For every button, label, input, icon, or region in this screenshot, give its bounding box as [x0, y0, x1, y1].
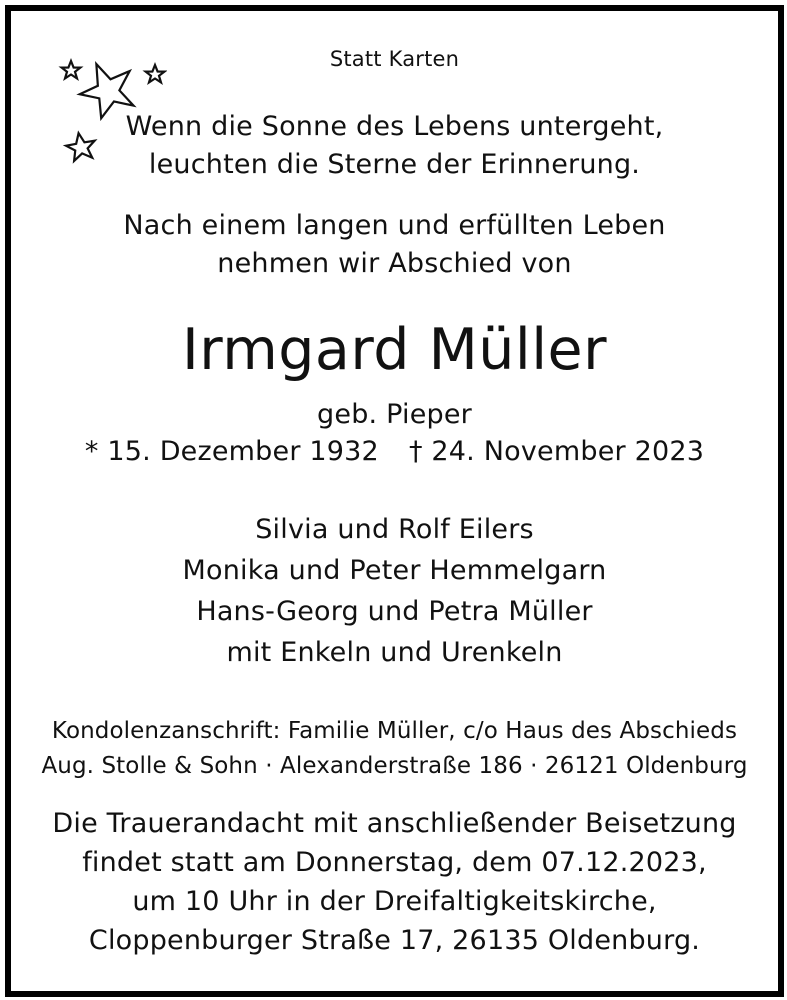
poem-line: leuchten die Sterne der Erinnerung.: [148, 149, 641, 180]
statt-karten-label: Statt Karten: [329, 47, 460, 71]
death-date: † 24. November 2023: [408, 436, 705, 467]
mourner-line: Monika und Peter Hemmelgarn: [182, 555, 607, 586]
deceased-name: Irmgard Müller: [181, 317, 608, 383]
intro-line: Nach einem langen und erfüllten Leben: [123, 210, 666, 241]
service-info: um 10 Uhr in der Dreifaltigkeitskirche,: [132, 886, 657, 917]
condolence-address: Aug. Stolle & Sohn · Alexanderstraße 186 · 26121 Oldenburg: [41, 753, 748, 779]
obituary-card: [5, 5, 784, 997]
mourner-line: Silvia und Rolf Eilers: [255, 514, 534, 545]
intro-line: nehmen wir Abschied von: [217, 248, 572, 279]
birth-name: geb. Pieper: [317, 399, 472, 430]
service-info: findet statt am Donnerstag, dem 07.12.2023,: [82, 847, 707, 878]
service-info: Die Trauerandacht mit anschließender Beisetzung: [52, 808, 737, 839]
birth-date: * 15. Dezember 1932: [84, 436, 379, 467]
condolence-address: Kondolenzanschrift: Familie Müller, c/o Haus des Abschieds: [51, 718, 738, 744]
service-info: Cloppenburger Straße 17, 26135 Oldenburg.: [88, 925, 701, 956]
life-dates: [11, 436, 778, 467]
mourner-line: Hans-Georg und Petra Müller: [196, 596, 593, 627]
poem-line: Wenn die Sonne des Lebens untergeht,: [125, 111, 664, 142]
mourner-line: mit Enkeln und Urenkeln: [226, 637, 563, 668]
